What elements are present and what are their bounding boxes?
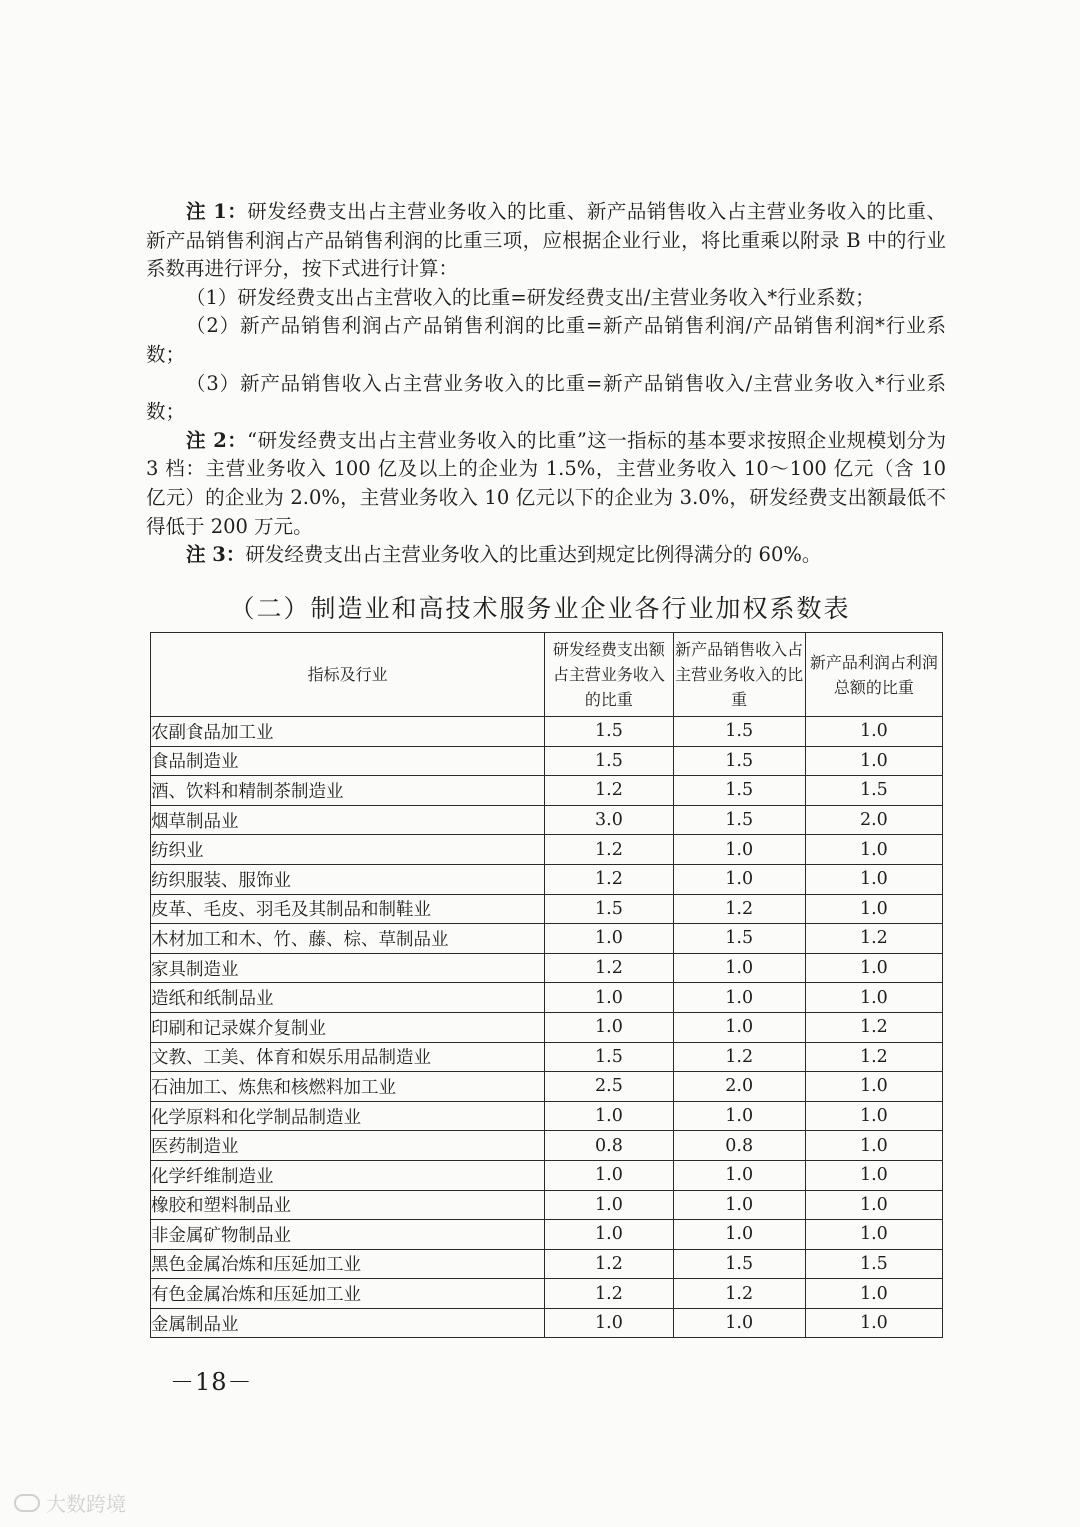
coefficient-cell: 1.0 xyxy=(805,1131,942,1161)
header-new-product-revenue: 新产品销售收入占主营业务收入的比重 xyxy=(673,633,805,717)
coefficient-cell: 1.0 xyxy=(805,1190,942,1220)
coefficient-cell: 1.0 xyxy=(805,894,942,924)
coefficient-cell: 1.0 xyxy=(805,1279,942,1309)
note-2 xyxy=(146,427,946,541)
table-row xyxy=(151,864,943,894)
coefficient-cell: 1.0 xyxy=(805,953,942,983)
coefficient-cell: 1.2 xyxy=(545,776,673,806)
table-row xyxy=(151,1101,943,1131)
coefficient-cell: 1.2 xyxy=(545,1279,673,1309)
industry-name-cell: 木材加工和木、竹、藤、棕、草制品业 xyxy=(151,924,545,954)
coefficient-cell: 1.5 xyxy=(545,717,673,747)
coefficient-cell: 1.0 xyxy=(805,1072,942,1102)
coefficient-cell: 1.2 xyxy=(673,894,805,924)
watermark xyxy=(14,1488,126,1517)
coefficient-cell: 1.5 xyxy=(673,924,805,954)
table-row xyxy=(151,894,943,924)
header-industry: 指标及行业 xyxy=(151,633,545,717)
coefficient-cell: 1.0 xyxy=(545,1101,673,1131)
coefficient-cell: 1.0 xyxy=(545,1012,673,1042)
coefficient-cell: 1.2 xyxy=(545,835,673,865)
coefficient-cell: 1.0 xyxy=(545,1220,673,1250)
formula-1: （1）研发经费支出占主营收入的比重=研发经费支出/主营业务收入*行业系数； xyxy=(186,285,875,309)
note-3-text: 研发经费支出占主营业务收入的比重达到规定比例得满分的 60%。 xyxy=(245,543,822,567)
coefficient-cell: 1.5 xyxy=(673,805,805,835)
industry-name-cell: 纺织服装、服饰业 xyxy=(151,864,545,894)
coefficient-cell: 1.2 xyxy=(673,1279,805,1309)
coefficient-cell: 1.2 xyxy=(805,924,942,954)
industry-name-cell: 化学纤维制造业 xyxy=(151,1160,545,1190)
coefficient-cell: 1.0 xyxy=(805,1308,942,1338)
table-row xyxy=(151,1220,943,1250)
coefficient-cell: 1.0 xyxy=(673,983,805,1013)
coefficient-cell: 1.5 xyxy=(805,1249,942,1279)
note-1 xyxy=(146,198,946,284)
table-row xyxy=(151,924,943,954)
coefficient-cell: 0.8 xyxy=(673,1131,805,1161)
coefficient-cell: 1.2 xyxy=(545,864,673,894)
industry-name-cell: 橡胶和塑料制品业 xyxy=(151,1190,545,1220)
table-body xyxy=(151,717,943,1338)
table-header-row xyxy=(151,633,943,717)
industry-name-cell: 医药制造业 xyxy=(151,1131,545,1161)
watermark-text: 大数跨境 xyxy=(46,1492,126,1516)
header-new-product-profit: 新产品利润占利润总额的比重 xyxy=(805,633,942,717)
table-row xyxy=(151,1012,943,1042)
table-row xyxy=(151,746,943,776)
table-row xyxy=(151,1160,943,1190)
note-3 xyxy=(146,541,946,570)
industry-name-cell: 农副食品加工业 xyxy=(151,717,545,747)
note-1-text: 研发经费支出占主营业务收入的比重、新产品销售收入占主营业务收入的比重、新产品销售利润占产品销售利润的比重三项，应根据企业行业，将比重乘以附录 B 中的行业系数再进行评分，按下式进行计算： xyxy=(146,200,946,281)
table-row xyxy=(151,835,943,865)
industry-name-cell: 纺织业 xyxy=(151,835,545,865)
coefficient-cell: 1.0 xyxy=(545,1160,673,1190)
industry-name-cell: 金属制品业 xyxy=(151,1308,545,1338)
table-row xyxy=(151,717,943,747)
coefficient-cell: 1.0 xyxy=(545,983,673,1013)
coefficient-cell: 2.5 xyxy=(545,1072,673,1102)
note-1-label: 注 1： xyxy=(186,200,248,223)
coefficient-cell: 1.0 xyxy=(673,1220,805,1250)
industry-name-cell: 化学原料和化学制品制造业 xyxy=(151,1101,545,1131)
coefficient-cell: 1.0 xyxy=(673,1160,805,1190)
coefficient-cell: 1.5 xyxy=(673,717,805,747)
table-row xyxy=(151,805,943,835)
table-row xyxy=(151,1308,943,1338)
coefficient-cell: 1.5 xyxy=(545,746,673,776)
industry-name-cell: 有色金属冶炼和压延加工业 xyxy=(151,1279,545,1309)
table-row xyxy=(151,983,943,1013)
coefficient-cell: 1.0 xyxy=(805,746,942,776)
coefficient-cell: 1.0 xyxy=(805,983,942,1013)
table-row xyxy=(151,776,943,806)
coefficient-cell: 1.2 xyxy=(805,1042,942,1072)
coefficient-cell: 1.2 xyxy=(805,1012,942,1042)
coefficient-cell: 1.5 xyxy=(673,776,805,806)
table-row xyxy=(151,1249,943,1279)
coefficient-cell: 1.5 xyxy=(545,1042,673,1072)
industry-name-cell: 石油加工、炼焦和核燃料加工业 xyxy=(151,1072,545,1102)
coefficient-cell: 1.5 xyxy=(673,1249,805,1279)
coefficient-cell: 3.0 xyxy=(545,805,673,835)
formula-3: （3）新产品销售收入占主营业务收入的比重=新产品销售收入/主营业务收入*行业系数； xyxy=(146,371,946,424)
industry-name-cell: 家具制造业 xyxy=(151,953,545,983)
notes-section xyxy=(146,198,946,570)
coefficient-cell: 1.0 xyxy=(673,953,805,983)
coefficient-cell: 1.0 xyxy=(673,864,805,894)
coefficient-cell: 2.0 xyxy=(673,1072,805,1102)
coefficient-cell: 2.0 xyxy=(805,805,942,835)
coefficient-cell: 1.0 xyxy=(805,1101,942,1131)
coefficient-cell: 1.0 xyxy=(673,835,805,865)
table-row xyxy=(151,1279,943,1309)
table-row xyxy=(151,1042,943,1072)
coefficient-cell: 1.0 xyxy=(545,1190,673,1220)
coefficient-cell: 1.0 xyxy=(673,1308,805,1338)
coefficient-cell: 1.2 xyxy=(673,1042,805,1072)
industry-name-cell: 食品制造业 xyxy=(151,746,545,776)
industry-name-cell: 印刷和记录媒介复制业 xyxy=(151,1012,545,1042)
table-title: （二）制造业和高技术服务业企业各行业加权系数表 xyxy=(229,594,851,623)
note-3-label: 注 3： xyxy=(186,543,246,567)
coefficient-cell: 1.0 xyxy=(805,1220,942,1250)
industry-name-cell: 文教、工美、体育和娱乐用品制造业 xyxy=(151,1042,545,1072)
industry-name-cell: 酒、饮料和精制茶制造业 xyxy=(151,776,545,806)
coefficient-cell: 1.2 xyxy=(545,953,673,983)
coefficient-cell: 1.5 xyxy=(545,894,673,924)
coefficient-cell: 1.0 xyxy=(805,1160,942,1190)
coefficient-cell: 1.0 xyxy=(545,1308,673,1338)
industry-name-cell: 造纸和纸制品业 xyxy=(151,983,545,1013)
industry-name-cell: 皮革、毛皮、羽毛及其制品和制鞋业 xyxy=(151,894,545,924)
formula-2: （2）新产品销售利润占产品销售利润的比重=新产品销售利润/产品销售利润*行业系数； xyxy=(146,314,946,366)
table-row xyxy=(151,953,943,983)
industry-name-cell: 黑色金属冶炼和压延加工业 xyxy=(151,1249,545,1279)
industry-name-cell: 烟草制品业 xyxy=(151,805,545,835)
table-row xyxy=(151,1131,943,1161)
watermark-logo-icon xyxy=(14,1494,40,1512)
coefficient-cell: 1.0 xyxy=(673,1012,805,1042)
coefficient-cell: 1.5 xyxy=(805,776,942,806)
coefficient-cell: 1.5 xyxy=(673,746,805,776)
coefficient-cell: 1.0 xyxy=(673,1101,805,1131)
coefficient-cell: 1.0 xyxy=(805,717,942,747)
industry-name-cell: 非金属矿物制品业 xyxy=(151,1220,545,1250)
table-row xyxy=(151,1190,943,1220)
coefficient-cell: 1.0 xyxy=(545,924,673,954)
coefficient-cell: 1.0 xyxy=(805,835,942,865)
coefficient-cell: 1.2 xyxy=(545,1249,673,1279)
coefficient-cell: 1.0 xyxy=(805,864,942,894)
table-row xyxy=(151,1072,943,1102)
note-2-label: 注 2： xyxy=(186,428,248,452)
note-2-text: “研发经费支出占主营业务收入的比重”这一指标的基本要求按照企业规模划分为 3 档：主营业务收入 100 亿及以上的企业为 1.5%，主营业务收入 10～100 亿元（含 10 亿元）的企业为 2.0%，主营业务收入 10 亿元以下的企业为 3.0%，研发经费支出额最低不得低于 200 万元。 xyxy=(146,428,946,538)
coefficient-cell: 0.8 xyxy=(545,1131,673,1161)
header-rd-ratio: 研发经费支出额占主营业务收入的比重 xyxy=(545,633,673,717)
page-number: －18－ xyxy=(170,1368,253,1396)
coefficient-cell: 1.0 xyxy=(673,1190,805,1220)
coefficient-table xyxy=(150,632,943,1338)
